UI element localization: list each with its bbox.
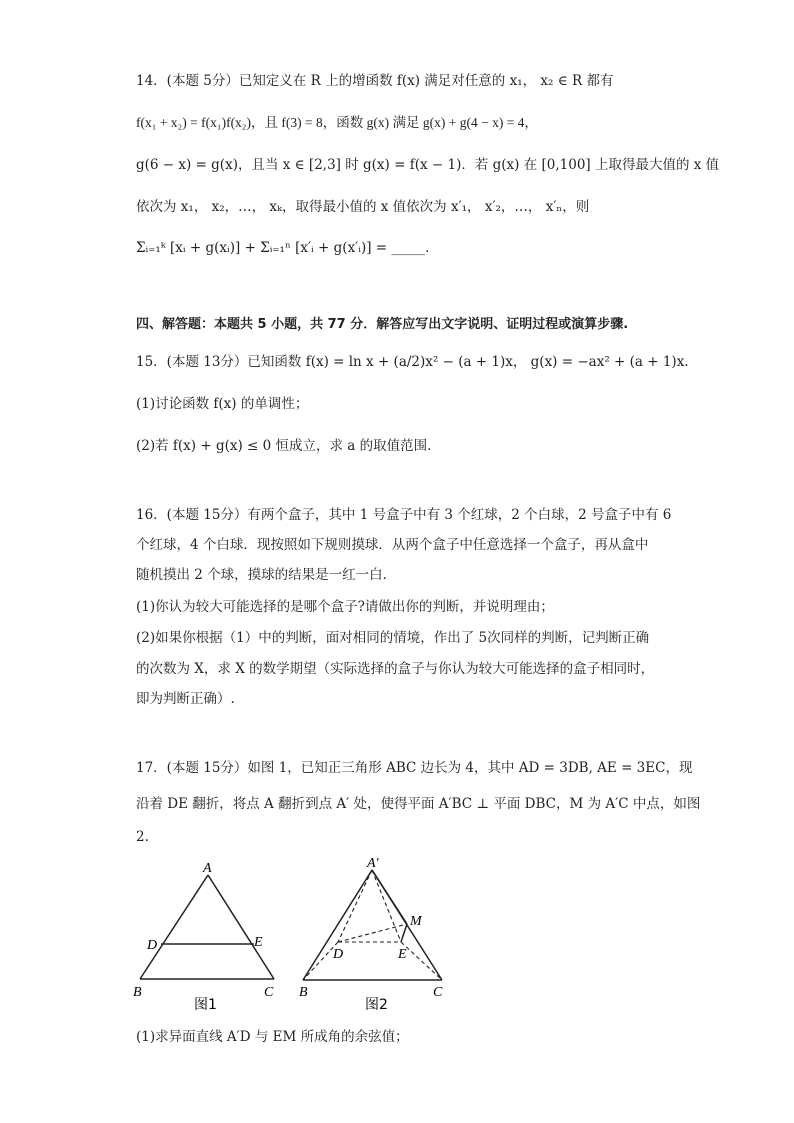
q17-part1: (1)求异面直线 A′D 与 EM 所成角的余弦值； (136, 1029, 409, 1045)
fig2-label-M: M (410, 914, 422, 929)
figure-1 (130, 852, 290, 1012)
fig1-label-C: C (264, 985, 274, 1000)
fig2-label-D: D (333, 947, 344, 962)
fig2-label-E: E (398, 947, 407, 962)
fig2-label-A-prime: A′ (367, 856, 379, 871)
fig1-caption: 图1 (194, 997, 217, 1012)
fig1-label-B: B (133, 985, 142, 1000)
figure-2 (293, 852, 463, 1012)
q17-line1: 17．(本题 15分）如图 1，已知正三角形 ABC 边长为 4，其中 AD = 3DB, AE = 3EC，现 (136, 760, 693, 776)
q16-line3: 随机摸出 2 个球，摸球的结果是一红一白． (136, 567, 397, 583)
fig1-label-A: A (203, 861, 212, 876)
q15-line1: 15．(本题 13分）已知函数 f(x) = ln x + (a/2)x² − (a + 1)x， g(x) = −ax² + (a + 1)x. (136, 354, 689, 370)
fig1-label-E: E (254, 935, 263, 950)
q16-line1: 16．(本题 15分）有两个盒子，其中 1 号盒子中有 3 个红球，2 个白球，2 号盒子中有 6 (136, 507, 672, 523)
q14-line4: 依次为 x₁， x₂，…， xₖ，取得最小值的 x 值依次为 x′₁， x′₂，…， x′ₙ，则 (136, 199, 590, 215)
q17-line3: 2. (136, 829, 149, 845)
q17-line2: 沿着 DE 翻折，将点 A 翻折到点 A′ 处，使得平面 A′BC ⊥ 平面 DBC，M 为 A′C 中点，如图 (136, 796, 701, 812)
q16-part2c: 即为判断正确）. (136, 691, 235, 707)
fig2-label-C: C (433, 985, 443, 1000)
section-heading: 四、解答题：本题共 5 小题，共 77 分．解答应写出文字说明、证明过程或演算步骤. (136, 317, 629, 332)
fig2-label-B: B (299, 985, 308, 1000)
q16-part1: (1)你认为较大可能选择的是哪个盒子?请做出你的判断，并说明理由； (136, 599, 554, 615)
q15-part2: (2)若 f(x) + g(x) ≤ 0 恒成立，求 a 的取值范围. (136, 438, 432, 454)
q16-line2: 个红球，4 个白球．现按照如下规则摸球．从两个盒子中任意选择一个盒子，再从盒中 (136, 537, 649, 553)
fig2-caption: 图2 (365, 997, 388, 1012)
q14-line3: g(6 − x) = g(x)，且当 x ∈ [2,3] 时 g(x) = f(x − 1)．若 g(x) 在 [0,100] 上取得最大值的 x 值 (136, 157, 720, 173)
q14-line5: Σᵢ₌₁ᵏ [xᵢ + g(xᵢ)] + Σᵢ₌₁ⁿ [x′ᵢ + g(x′ᵢ)] = _____． (136, 240, 439, 256)
q16-part2b: 的次数为 X，求 X 的数学期望（实际选择的盒子与你认为较大可能选择的盒子相同时， (136, 661, 655, 677)
q14-line1: 14．(本题 5分）已知定义在 R 上的增函数 f(x) 满足对任意的 x₁， x₂ ∈ R 都有 (136, 73, 614, 89)
q14-line2: f(x₁ + x₂) = f(x₁)f(x₂)，且 f(3) = 8，函数 g(x) 满足 g(x) + g(4 − x) = 4， (136, 115, 538, 130)
q15-part1: (1)讨论函数 f(x) 的单调性； (136, 396, 309, 412)
q16-part2a: (2)如果你根据（1）中的判断，面对相同的情境，作出了 5次同样的判断，记判断正确 (136, 630, 650, 646)
fig1-label-D: D (147, 938, 158, 953)
